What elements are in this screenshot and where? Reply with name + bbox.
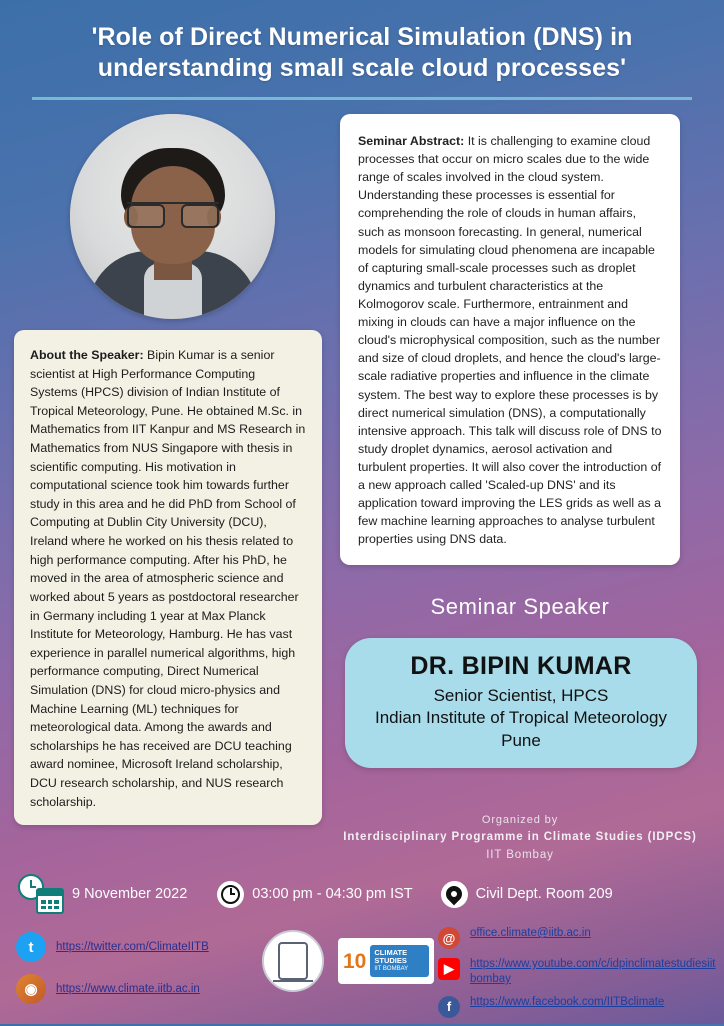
event-venue [441,881,613,908]
facebook-icon[interactable]: f [438,996,460,1018]
abstract-body: It is challenging to examine cloud processes that occur on micro scales due to the wide range of scales involved in the cloud system. Understanding these processes is essential for comprehending the role of clouds in human affairs, such as monsoon forecasting. In general, numerical models for simulating cloud phenomena are incapable of capturing small-scale processes such as droplet dynamics and turbulent characteristics at the Kolmogorov scale. Furthermore, entrainment and mixing in clouds can have a major influence on the cloud's microphysical composition, such as the number and size of cloud droplets, and hence the cloud's large-scale radiative properties and influence in the climate system. The best way to explore these processes is by direct numerical simulation (DNS), a computationally intensive approach. This talk will discuss role of DNS to study droplet dynamics, aerosol activation and turbulent properties. It will also cover the introduction of a new approach called 'Scaled-up DNS' and its application toward improving the LES grids as well as a few machine learning approaches to analyse turbulent properties using DNS data. [358,134,662,547]
footer [0,920,724,1024]
glasses-icon [127,202,219,226]
climate-studies-label [370,945,429,978]
climate-anniversary-number: 10 [343,949,367,973]
clock-icon [217,881,244,908]
speaker-photo [70,114,275,319]
organizer-programme: Interdisciplinary Programme in Climate Studies (IDPCS) [343,831,697,844]
social-links-right [438,926,716,1026]
speaker-organization: Indian Institute of Tropical Meteorology [375,708,667,728]
seminar-speaker-heading: Seminar Speaker [430,594,610,619]
speaker-bio-card [14,330,322,825]
climate-studies-title: CLIMATE STUDIES [374,947,408,966]
abstract-text [358,132,662,549]
bio-body: Bipin Kumar is a senior scientist at High Performance Computing Systems (HPCS) division of Indian Institute of Tropical Meteorology, Pune. He obtained M.Sc. in Mathematics from IIT Kanpur and MS Research in Mathematics from NUS Singapore with thesis in scientific computing. His motivation in computational science took him towards further study in this area and he did PhD from School of Computing at Dublin City University (DCU), Ireland where he worked on his thesis related to high performance computing. After his PhD, he moved in the area of atmospheric science and worked about 5 years as postdoctoral researcher in Germany including 1 year at Max Planck Institute for Meteorology, Hamburg. He has vast experience in parallel numerical algorithms, high performance computing, Direct Numerical Simulation (DNS) for cloud micro-physics and Machine Learning (ML) techniques for meteorological data. Among the awards and scholarships he has received are DCU teaching award nominee, Microsoft Ireland scholarship, DCU research scholarship, and NUS research scholarship. [30,348,306,809]
twitter-icon[interactable]: t [16,932,46,962]
event-venue-text: Civil Dept. Room 209 [475,886,613,902]
email-row[interactable] [438,926,716,949]
youtube-icon[interactable]: ▶ [438,958,460,980]
calendar-clock-icon [18,874,64,914]
event-date [12,874,187,914]
iitb-logo-icon [262,930,324,992]
organized-by-block [330,812,710,865]
speaker-city: Pune [501,730,541,750]
email-icon[interactable]: @ [438,927,460,949]
youtube-link[interactable]: https://www.youtube.com/c/idpinclimatestudiesiitbombay [470,958,716,985]
website-link[interactable]: https://www.climate.iitb.ac.in [56,982,200,995]
event-details-row [0,874,724,914]
speaker-card [345,638,697,768]
social-links-left [16,932,286,1016]
website-row[interactable] [16,974,286,1004]
title-block [0,0,724,100]
climate-studies-sub: IIT BOMBAY [374,966,409,973]
event-date-text: 9 November 2022 [72,886,188,902]
climate-studies-logo [338,938,434,984]
speaker-name: DR. BIPIN KUMAR [410,652,632,680]
twitter-link[interactable]: https://twitter.com/ClimateIITB [56,940,209,953]
speaker-role: Senior Scientist, HPCS [433,686,609,705]
page-title: 'Role of Direct Numerical Simulation (DNS) in understanding small scale cloud processes' [91,23,633,82]
event-time-text: 03:00 pm - 04:30 pm IST [252,886,413,902]
youtube-row[interactable] [438,957,716,987]
twitter-row[interactable] [16,932,286,962]
abstract-label: Seminar Abstract: [358,134,465,148]
organizer-institute: IIT Bombay [486,848,554,861]
facebook-row[interactable] [438,995,716,1018]
abstract-card [340,114,680,565]
organized-by-label: Organized by [481,814,559,826]
footer-logos [262,930,434,992]
facebook-link[interactable]: https://www.facebook.com/IITBclimate [470,995,665,1008]
event-time [217,881,412,908]
globe-icon[interactable]: ◉ [16,974,46,1004]
email-link[interactable]: office.climate@iitb.ac.in [470,927,591,939]
bio-text [30,346,306,811]
bio-label: About the Speaker: [30,348,144,362]
location-pin-icon [441,881,468,908]
